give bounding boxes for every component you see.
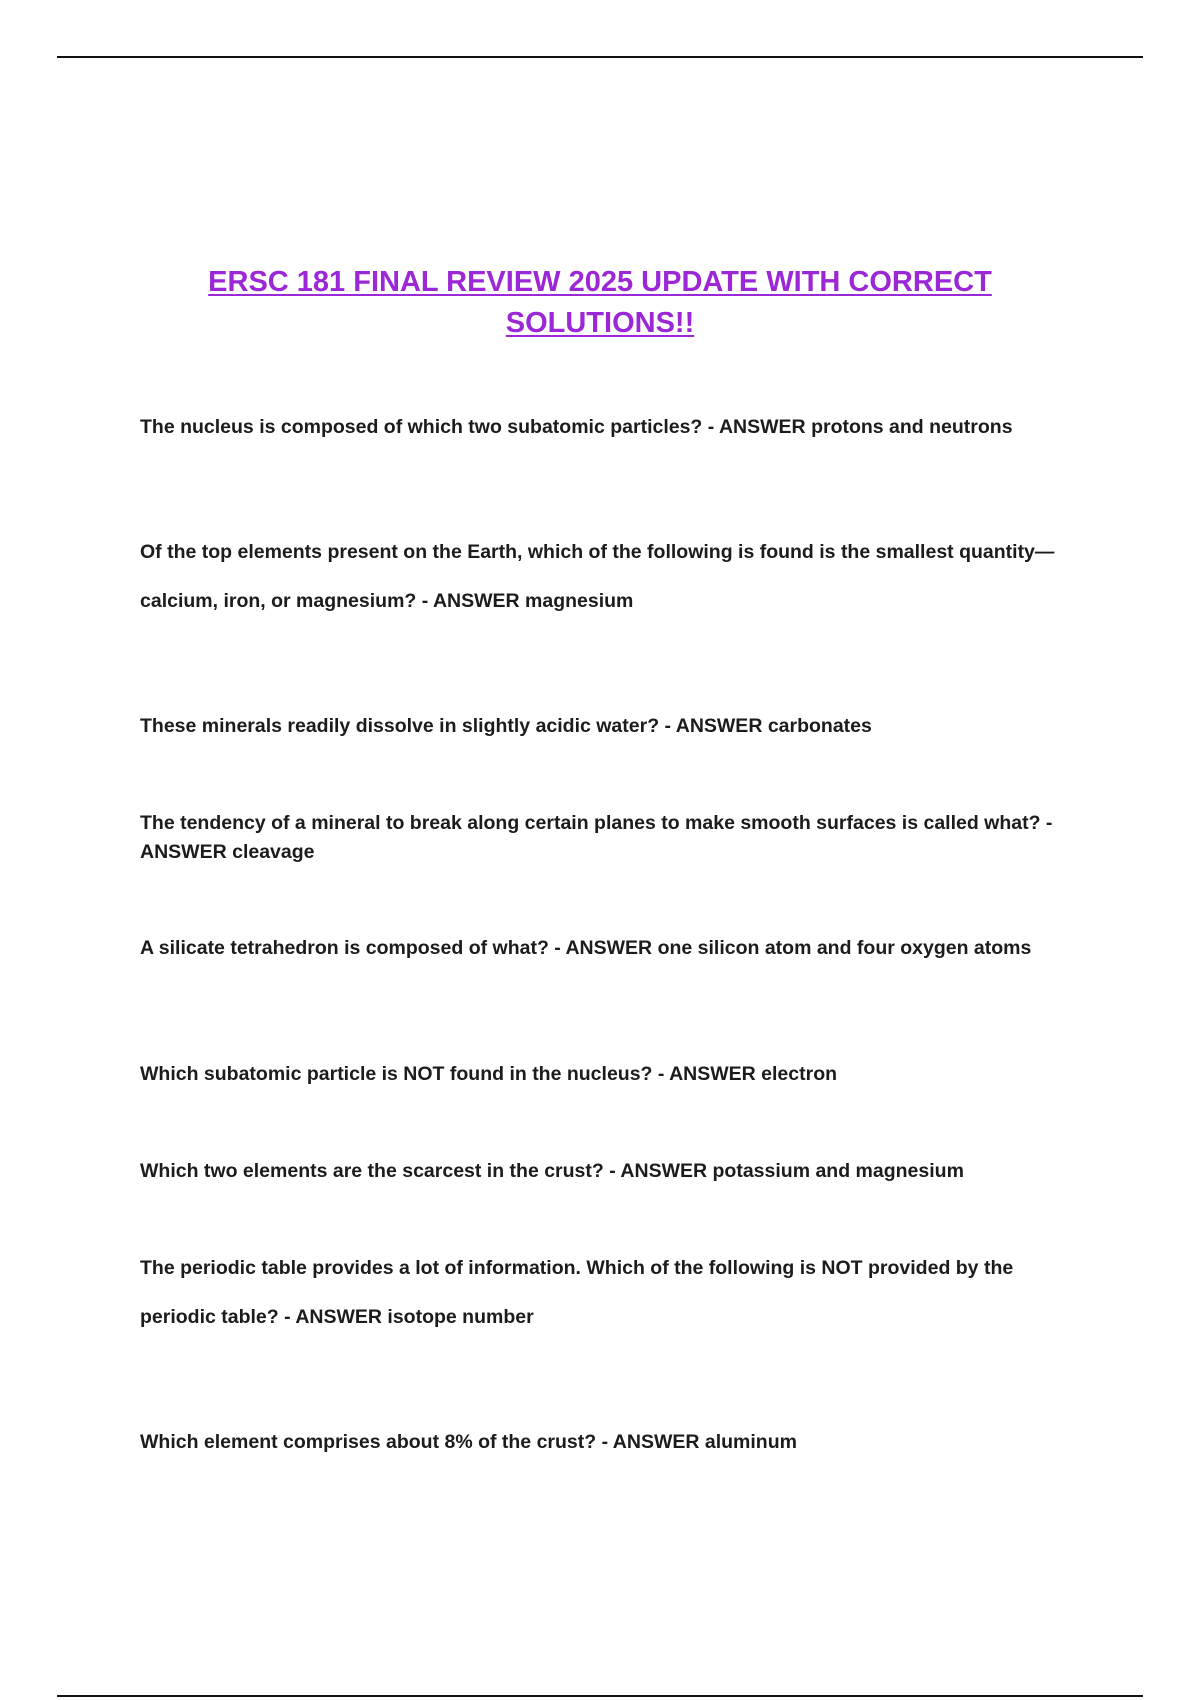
question-text: Which two elements are the scarcest in the crust? — [140, 1160, 604, 1182]
qa-line — [140, 1428, 1070, 1457]
qa-item — [140, 712, 1070, 741]
qa-item — [140, 1157, 1080, 1186]
qa-line — [140, 1060, 1070, 1089]
answer-label: ANSWER — [565, 937, 658, 959]
question-text: Which subatomic particle is NOT found in the nucleus? — [140, 1063, 653, 1085]
answer-label: ANSWER — [295, 1306, 388, 1328]
question-text: calcium, iron, or magnesium? — [140, 590, 417, 612]
answer-label: ANSWER — [432, 590, 526, 612]
separator: - — [278, 1306, 296, 1328]
qa-item — [140, 934, 1070, 963]
separator: - — [416, 590, 433, 612]
bottom-rule — [57, 1695, 1143, 1697]
qa-item — [140, 809, 1070, 867]
qa-line — [140, 809, 1070, 867]
separator: - — [1040, 812, 1053, 834]
answer-label: ANSWER — [669, 1063, 762, 1085]
answer-text: cleavage — [232, 841, 315, 863]
qa-line — [140, 934, 1070, 963]
question-text: A silicate tetrahedron is composed of what? — [140, 937, 549, 959]
qa-item — [140, 413, 1070, 442]
separator: - — [659, 715, 676, 737]
separator: - — [702, 416, 719, 438]
top-rule — [57, 56, 1143, 58]
answer-text: isotope number — [387, 1306, 534, 1328]
qa-line: Of the top elements present on the Earth, which of the following is found is the smallest quantity— — [140, 541, 1055, 563]
answer-text: magnesium — [525, 590, 634, 612]
qa-line — [140, 1303, 1070, 1332]
separator: - — [603, 1160, 621, 1182]
separator: - — [652, 1063, 670, 1085]
answer-text: carbonates — [767, 715, 872, 737]
question-text: These minerals readily dissolve in slightly acidic water? — [140, 715, 660, 737]
question-text: The nucleus is composed of which two subatomic particles? — [140, 416, 703, 438]
qa-item — [140, 538, 1070, 616]
qa-item — [140, 1060, 1070, 1089]
answer-label: ANSWER — [140, 841, 233, 863]
answer-text: electron — [761, 1063, 838, 1085]
answer-text: potassium and magnesium — [712, 1160, 964, 1182]
qa-item — [140, 1428, 1070, 1457]
qa-line — [140, 413, 1070, 442]
answer-text: aluminum — [704, 1431, 797, 1453]
qa-item — [140, 1254, 1070, 1332]
answer-text: one silicon atom and four oxygen atoms — [657, 937, 1032, 959]
document-title: ERSC 181 FINAL REVIEW 2025 UPDATE WITH CORRECT SOLUTIONS!! — [208, 266, 992, 339]
answer-text: protons and neutrons — [811, 416, 1013, 438]
qa-line — [140, 1157, 1080, 1186]
answer-label: ANSWER — [675, 715, 768, 737]
separator: - — [596, 1431, 613, 1453]
question-text: Which element comprises about 8% of the crust? — [140, 1431, 597, 1453]
question-text: The tendency of a mineral to break along certain planes to make smooth surfaces is called what? — [140, 812, 1041, 834]
answer-label: ANSWER — [612, 1431, 705, 1453]
qa-line — [140, 587, 1070, 616]
answer-label: ANSWER — [718, 416, 812, 438]
qa-line: The periodic table provides a lot of information. Which of the following is NOT provided by the — [140, 1257, 1014, 1279]
question-text: periodic table? — [140, 1306, 279, 1328]
answer-label: ANSWER — [620, 1160, 713, 1182]
qa-line — [140, 712, 1070, 741]
separator: - — [548, 937, 566, 959]
